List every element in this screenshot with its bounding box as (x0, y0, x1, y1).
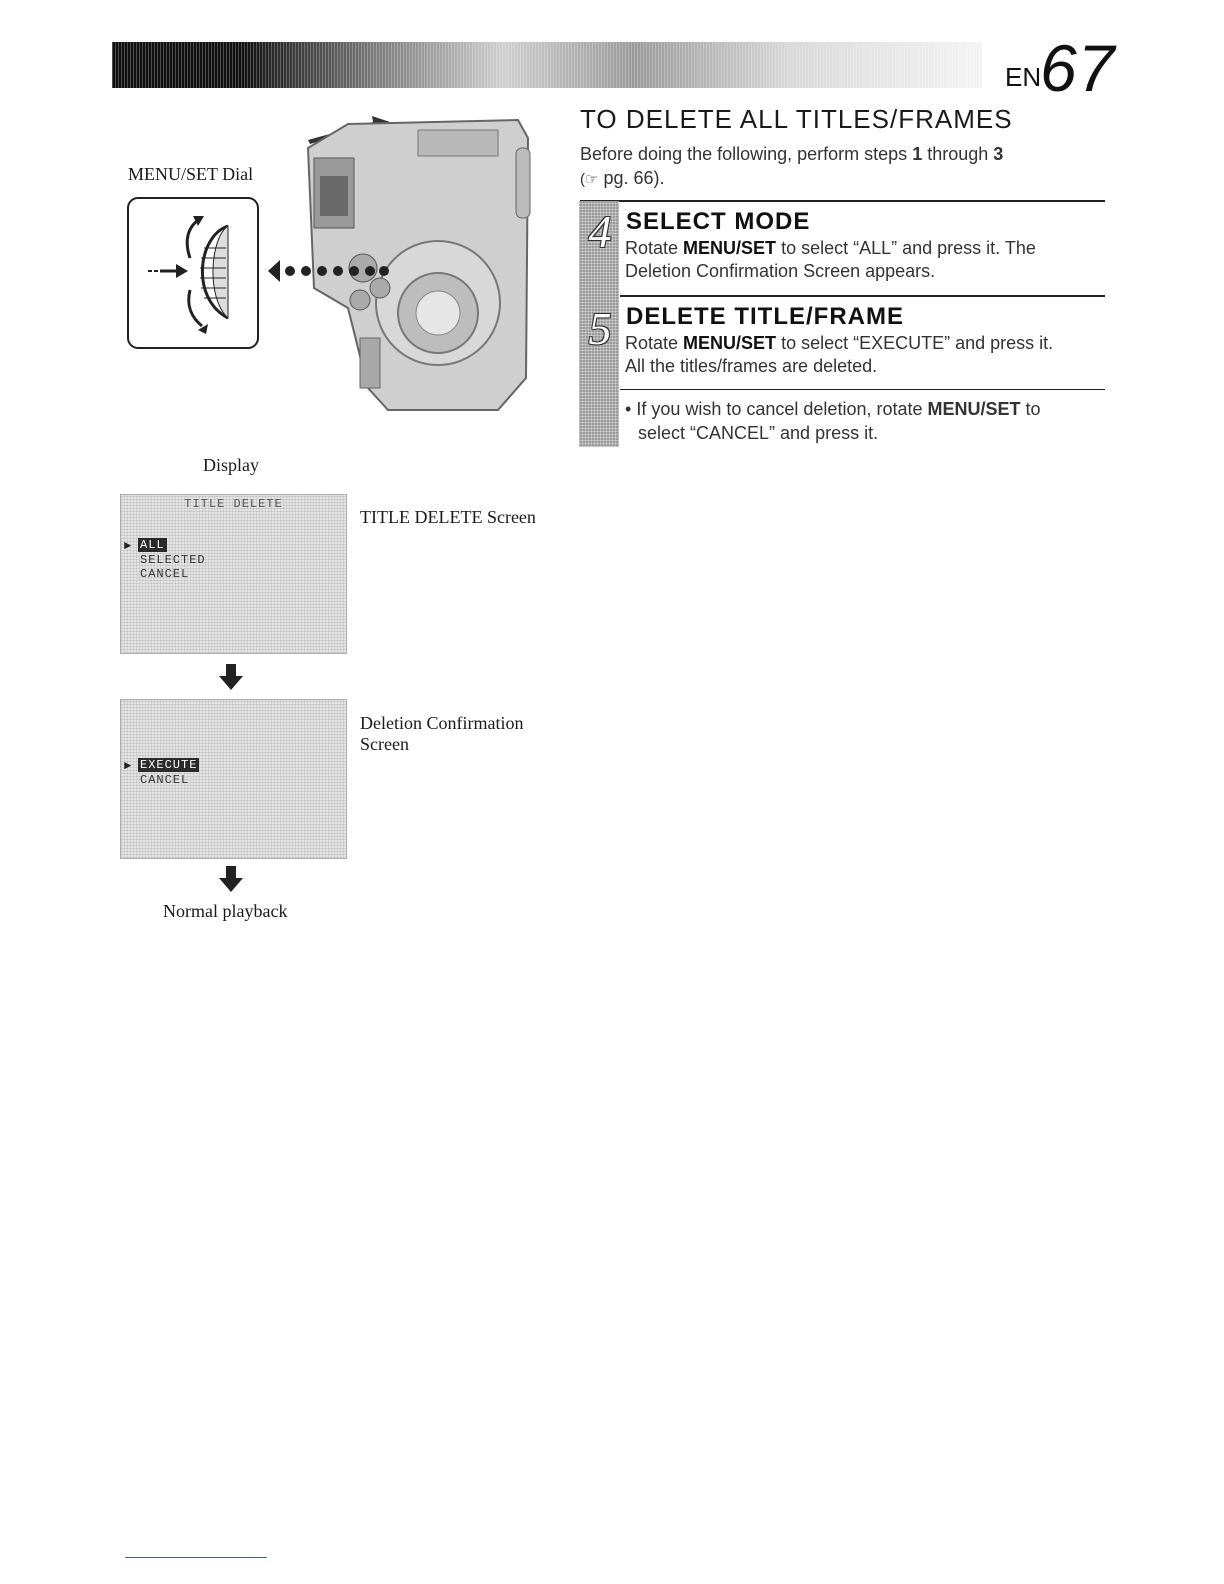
display-label: Display (203, 455, 259, 475)
camera-illustration (118, 108, 538, 418)
intro-page-ref: pg. 66). (603, 168, 665, 188)
intro-step-from: 1 (912, 144, 923, 164)
cursor-arrow-icon: ► (124, 759, 132, 773)
cancel-note (625, 397, 1105, 445)
title-delete-caption: TITLE DELETE Screen (360, 507, 536, 527)
down-arrow-icon (218, 866, 244, 892)
lcd-item-cancel: CANCEL (140, 567, 190, 581)
down-arrow-icon (218, 664, 244, 690)
step-5-text-b: to select “EXECUTE” and press it. (776, 333, 1054, 353)
divider (620, 295, 1105, 297)
lcd-item-all: ALL (140, 538, 165, 552)
footer-rule (125, 1557, 267, 1558)
control-name: MENU/SET (683, 333, 777, 353)
page-language: EN (1005, 62, 1042, 92)
step-4-text-b: to select “ALL” and press it. The (776, 238, 1036, 258)
intro-step-to: 3 (993, 144, 1004, 164)
cursor-arrow-icon: ► (124, 539, 132, 553)
step-heading-delete-title-frame: DELETE TITLE/FRAME (626, 303, 904, 330)
step-5-text-line2: All the titles/frames are deleted. (625, 356, 878, 376)
step-number-5: 5 (588, 303, 612, 354)
note-text-a: If you wish to cancel deletion, rotate (636, 399, 928, 419)
deletion-confirmation-screen (120, 699, 347, 859)
note-text-line2: select “CANCEL” and press it. (638, 423, 879, 443)
note-text-b: to (1020, 399, 1041, 419)
intro-text-b: through (922, 144, 994, 164)
step-heading-select-mode: SELECT MODE (626, 208, 811, 235)
bullet-icon: • (625, 399, 632, 419)
caption-line-1: Deletion Confirmation (360, 713, 524, 733)
lcd-item-cancel: CANCEL (140, 773, 190, 787)
step-5-text-a: Rotate (625, 333, 684, 353)
page-number: 67 (1040, 31, 1116, 105)
reference-icon: (☞ (580, 171, 599, 188)
intro-text-a: Before doing the following, perform steps (580, 144, 913, 164)
divider (580, 200, 1105, 202)
lcd-title: TITLE DELETE (184, 497, 283, 511)
dial-label: MENU/SET Dial (128, 164, 254, 184)
step-number-4: 4 (588, 206, 612, 257)
step-body-4 (625, 237, 1105, 283)
deletion-confirmation-caption (360, 713, 523, 755)
step-4-text-line2: Deletion Confirmation Screen appears. (625, 261, 936, 281)
control-name: MENU/SET (927, 399, 1021, 419)
header-band (112, 42, 982, 88)
normal-playback-label: Normal playback (163, 901, 288, 921)
intro-text (580, 142, 1080, 192)
section-title: TO DELETE ALL TITLES/FRAMES (580, 104, 1013, 134)
divider (620, 389, 1105, 390)
step-body-5 (625, 332, 1105, 378)
lcd-item-execute: EXECUTE (140, 758, 198, 772)
title-delete-screen (120, 494, 347, 654)
step-4-text-a: Rotate (625, 238, 684, 258)
lcd-item-selected: SELECTED (140, 553, 206, 567)
caption-line-2: Screen (360, 734, 409, 754)
control-name: MENU/SET (683, 238, 777, 258)
